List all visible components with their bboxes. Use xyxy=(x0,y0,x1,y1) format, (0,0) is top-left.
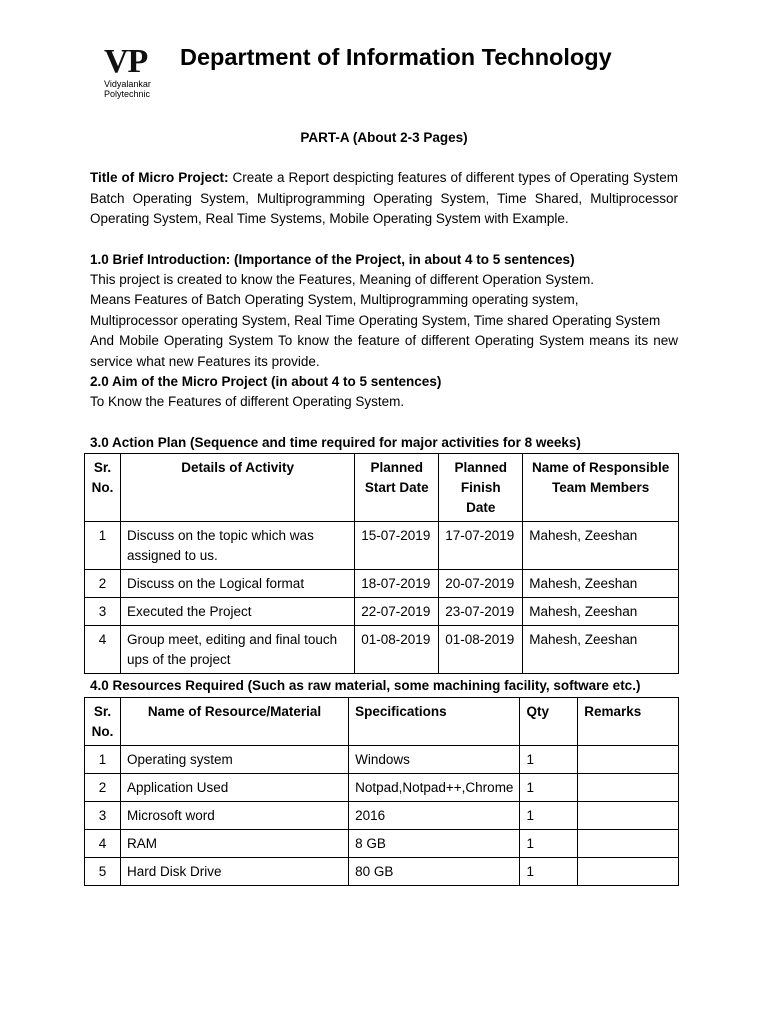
cell-finish: 20-07-2019 xyxy=(439,570,523,598)
cell-sr: 4 xyxy=(85,626,121,674)
aim-text: To Know the Features of different Operating System. xyxy=(90,394,405,410)
column-header-details: Details of Activity xyxy=(120,454,354,522)
vp-logo xyxy=(104,43,168,99)
cell-qty: 1 xyxy=(520,773,578,801)
table-header-row xyxy=(85,697,679,745)
table-header-row xyxy=(85,454,679,522)
cell-qty: 1 xyxy=(520,801,578,829)
column-header-start: Planned Start Date xyxy=(355,454,439,522)
column-header-sr: Sr. No. xyxy=(85,697,121,745)
cell-members: Mahesh, Zeeshan xyxy=(523,626,679,674)
cell-spec: 80 GB xyxy=(349,857,520,885)
action-plan-heading: 3.0 Action Plan (Sequence and time required for major activities for 8 weeks) xyxy=(90,434,581,450)
cell-finish: 01-08-2019 xyxy=(439,626,523,674)
resources-heading: 4.0 Resources Required (Such as raw material, some machining facility, software etc.) xyxy=(90,678,641,694)
cell-spec: Notpad,Notpad++,Chrome xyxy=(349,773,520,801)
table-row xyxy=(85,522,679,570)
table-row xyxy=(85,801,679,829)
cell-name: RAM xyxy=(120,829,348,857)
table-row xyxy=(85,857,679,885)
cell-finish: 23-07-2019 xyxy=(439,598,523,626)
cell-qty: 1 xyxy=(520,857,578,885)
cell-remarks xyxy=(578,773,679,801)
cell-sr: 2 xyxy=(85,773,121,801)
cell-qty: 1 xyxy=(520,745,578,773)
column-header-qty: Qty xyxy=(520,697,578,745)
intro-line-4: And Mobile Operating System To know the feature of different Operating System means its new service what new Features its provide. xyxy=(90,333,678,369)
cell-start: 22-07-2019 xyxy=(355,598,439,626)
table-row xyxy=(85,570,679,598)
column-header-remarks: Remarks xyxy=(578,697,679,745)
intro-line-3: Multiprocessor operating System, Real Time Operating System, Time shared Operating System xyxy=(90,312,661,328)
cell-sr: 3 xyxy=(85,801,121,829)
cell-name: Microsoft word xyxy=(120,801,348,829)
table-row xyxy=(85,598,679,626)
intro-line-1: This project is created to know the Features, Meaning of different Operation System. xyxy=(90,272,595,288)
cell-members: Mahesh, Zeeshan xyxy=(523,522,679,570)
cell-spec: 2016 xyxy=(349,801,520,829)
column-header-sr: Sr. No. xyxy=(85,454,121,522)
cell-sr: 1 xyxy=(85,522,121,570)
column-header-finish: Planned Finish Date xyxy=(439,454,523,522)
resources-table xyxy=(84,697,679,886)
cell-remarks xyxy=(578,857,679,885)
cell-start: 01-08-2019 xyxy=(355,626,439,674)
cell-details: Discuss on the Logical format xyxy=(120,570,354,598)
intro-line-2: Means Features of Batch Operating System, Multiprogramming operating system, xyxy=(90,292,579,308)
table-row xyxy=(85,745,679,773)
table-row xyxy=(85,773,679,801)
cell-members: Mahesh, Zeeshan xyxy=(523,570,679,598)
cell-start: 15-07-2019 xyxy=(355,522,439,570)
logo-subtitle-line-1: Vidyalankar xyxy=(104,79,151,89)
column-header-members: Name of Responsible Team Members xyxy=(523,454,679,522)
logo-subtitle-line-2: Polytechnic xyxy=(104,89,151,99)
cell-name: Operating system xyxy=(120,745,348,773)
cell-details: Executed the Project xyxy=(120,598,354,626)
cell-sr: 5 xyxy=(85,857,121,885)
cell-name: Hard Disk Drive xyxy=(120,857,348,885)
column-header-name: Name of Resource/Material xyxy=(120,697,348,745)
intro-heading: 1.0 Brief Introduction: (Importance of the Project, in about 4 to 5 sentences) xyxy=(90,251,575,267)
micro-project-label: Title of Micro Project: xyxy=(90,170,229,186)
cell-sr: 3 xyxy=(85,598,121,626)
cell-sr: 4 xyxy=(85,829,121,857)
cell-details: Discuss on the topic which was assigned to us. xyxy=(120,522,354,570)
cell-sr: 1 xyxy=(85,745,121,773)
cell-members: Mahesh, Zeeshan xyxy=(523,598,679,626)
aim-heading: 2.0 Aim of the Micro Project (in about 4 to 5 sentences) xyxy=(90,374,442,390)
cell-spec: Windows xyxy=(349,745,520,773)
cell-details: Group meet, editing and final touch ups of the project xyxy=(120,626,354,674)
cell-remarks xyxy=(578,745,679,773)
micro-project-text: Create a Report despicting features of different types of Operating System Batch Operating System, Multiprogramming Operating System, Time Shared, Multiprocessor Operating System, Real Time Systems, Mobile Operating System with Example. xyxy=(90,170,678,227)
table-row xyxy=(85,626,679,674)
cell-finish: 17-07-2019 xyxy=(439,522,523,570)
document-body xyxy=(90,128,678,886)
micro-project-title xyxy=(90,168,678,229)
cell-sr: 2 xyxy=(85,570,121,598)
table-row xyxy=(85,829,679,857)
cell-start: 18-07-2019 xyxy=(355,570,439,598)
cell-spec: 8 GB xyxy=(349,829,520,857)
cell-qty: 1 xyxy=(520,829,578,857)
cell-name: Application Used xyxy=(120,773,348,801)
cell-remarks xyxy=(578,801,679,829)
department-title: Department of Information Technology xyxy=(180,44,612,70)
column-header-spec: Specifications xyxy=(349,697,520,745)
action-plan-table xyxy=(84,453,679,674)
part-heading: PART-A (About 2-3 Pages) xyxy=(300,130,468,145)
cell-remarks xyxy=(578,829,679,857)
logo-mark: VP xyxy=(104,43,148,80)
